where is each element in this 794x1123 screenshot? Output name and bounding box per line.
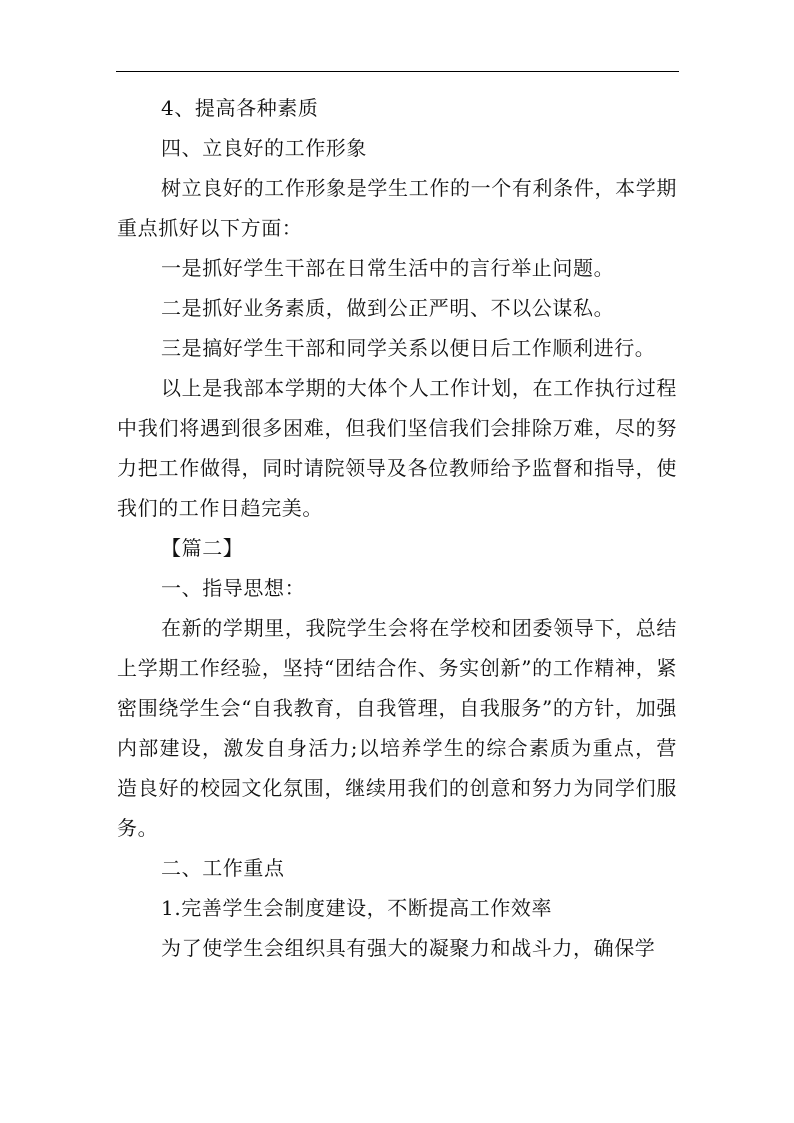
subheading-system-building: 1.完善学生会制度建设，不断提高工作效率 bbox=[161, 896, 553, 920]
paragraph-work-image-intro: 树立良好的工作形象是学生工作的一个有利条件，本学期重点抓好以下方面： bbox=[117, 176, 677, 240]
paragraph-system-building: 为了使学生会组织具有强大的凝聚力和战斗力，确保学 bbox=[161, 936, 656, 960]
paragraph-item-4-improve-quality: 4、提高各种素质 bbox=[161, 96, 319, 120]
section-heading-work-focus: 二、工作重点 bbox=[161, 856, 285, 880]
paragraph-point-1: 一是抓好学生干部在日常生活中的言行举止问题。 bbox=[161, 256, 615, 280]
header-rule bbox=[116, 71, 679, 72]
paragraph-point-2: 二是抓好业务素质，做到公正严明、不以公谋私。 bbox=[161, 296, 615, 320]
part-two-heading: 【篇二】 bbox=[161, 536, 244, 560]
section-heading-4-work-image: 四、立良好的工作形象 bbox=[161, 136, 367, 160]
section-heading-guiding-thought: 一、指导思想： bbox=[161, 576, 306, 600]
paragraph-conclusion: 以上是我部本学期的大体个人工作计划，在工作执行过程中我们将遇到很多困难，但我们坚信我们会排除万难，尽的努力把工作做得，同时请院领导及各位教师给予监督和指导，使我们的工作日趋完美。 bbox=[117, 376, 677, 520]
paragraph-guiding-thought: 在新的学期里，我院学生会将在学校和团委领导下，总结上学期工作经验，坚持“团结合作、务实创新”的工作精神，紧密围绕学生会“自我教育，自我管理，自我服务”的方针，加强内部建设，激发自身活力;以培养学生的综合素质为重点，营造良好的校园文化氛围，继续用我们的创意和努力为同学们服务。 bbox=[117, 616, 677, 840]
paragraph-point-3: 三是搞好学生干部和同学关系以便日后工作顺利进行。 bbox=[161, 336, 656, 360]
document-body bbox=[117, 88, 677, 968]
